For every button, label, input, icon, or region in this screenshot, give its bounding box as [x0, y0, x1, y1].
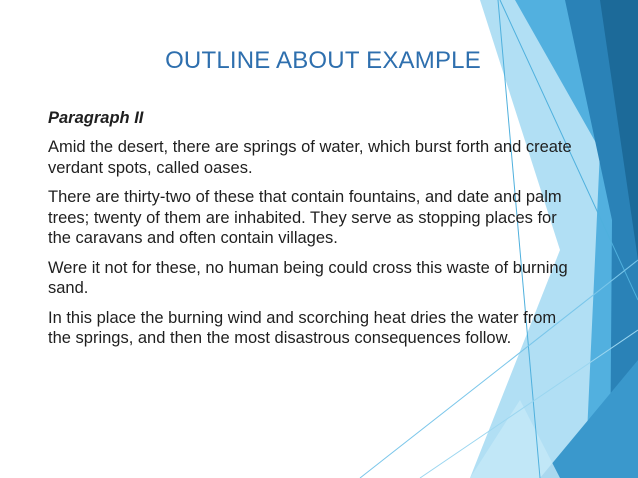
paragraph-subheading: Paragraph II	[48, 109, 144, 127]
slide-title: OUTLINE ABOUT EXAMPLE	[165, 47, 481, 74]
body-paragraph-3: Were it not for these, no human being could cross this waste of burning sand.	[48, 258, 568, 297]
body-paragraph-4: In this place the burning wind and scorching heat dries the water from the springs, and then the most disastrous consequences follow.	[48, 308, 557, 347]
body-paragraph-1: Amid the desert, there are springs of water, which burst forth and create verdant spots, called oases.	[48, 138, 572, 177]
body-paragraph-2: There are thirty-two of these that contain fountains, and date and palm trees; twenty of them are inhabited. They serve as stopping places for the caravans and often contain villages.	[48, 188, 562, 247]
slide-content	[48, 46, 578, 349]
